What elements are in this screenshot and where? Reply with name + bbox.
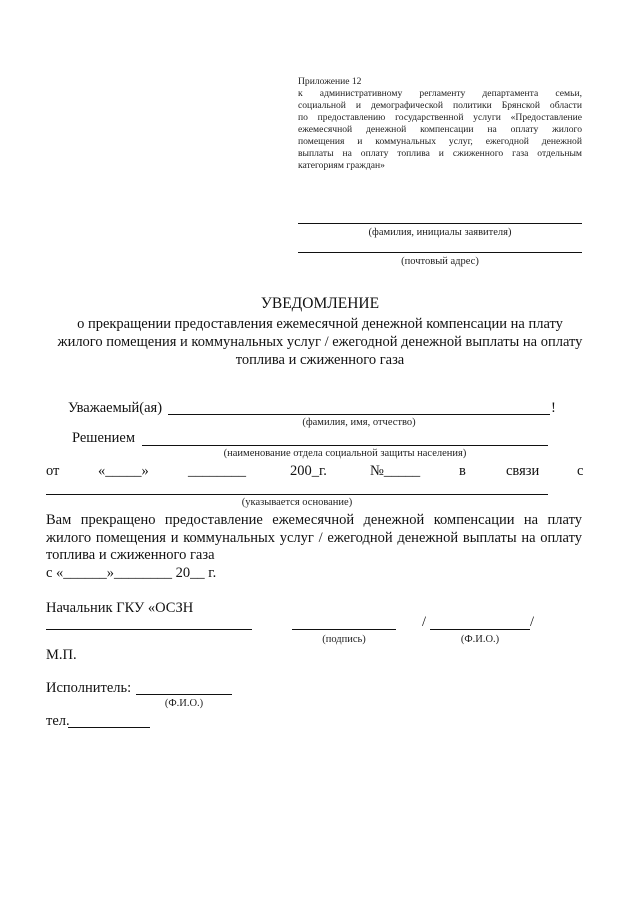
applicant-address-caption: (почтовый адрес) xyxy=(401,256,479,267)
heading-line: жилого помещения и коммунальных услуг / ежегодной денежной выплаты на оплату xyxy=(57,334,583,350)
appendix-line: ежемесячной денежной компенсации на оплату жилого xyxy=(298,124,582,135)
decision-label: Решением xyxy=(72,430,136,446)
appendix-line: по предоставлению государственной услуги «Предоставление xyxy=(298,112,582,123)
slash-right: / xyxy=(530,614,535,630)
signature-caption: (подпись) xyxy=(322,634,366,645)
heading-line: о прекращении предоставления ежемесячной денежной компенсации на плату xyxy=(77,316,563,332)
fio-caption: (Ф.И.О.) xyxy=(460,634,500,645)
applicant-address-line xyxy=(298,252,582,253)
appendix-line: выплаты на оплату топлива и сжиженного газа отдельным xyxy=(298,148,582,159)
executor-line xyxy=(136,694,232,695)
applicant-name-caption: (фамилия, инициалы заявителя) xyxy=(368,227,512,238)
phone-line xyxy=(68,727,150,728)
applicant-name-line xyxy=(298,223,582,224)
greeting-exclamation: ! xyxy=(551,400,556,416)
appendix-line: к административному регламенту департамента семьи, xyxy=(298,88,582,99)
decision-caption: (наименование отдела социальной защиты населения) xyxy=(223,448,467,459)
page-title: УВЕДОМЛЕНИЕ xyxy=(260,295,380,312)
signature-line xyxy=(292,629,396,630)
head-title: Начальник ГКУ «ОСЗН xyxy=(46,600,194,616)
head-position-line xyxy=(46,629,252,630)
notice-line: жилого помещения и коммунальных услуг / ежегодной денежной выплаты на оплату xyxy=(46,530,582,546)
appendix-line: социальной и демографической политики Брянской области xyxy=(298,100,582,111)
appendix-line: помещения и коммунальных услуг, ежегодной денежной xyxy=(298,136,582,147)
appendix-title: Приложение 12 xyxy=(298,76,362,87)
greeting-label: Уважаемый(ая) xyxy=(68,400,163,416)
appendix-block xyxy=(298,76,582,172)
basis-caption: (указывается основание) xyxy=(241,497,353,508)
from-number: №_____ xyxy=(370,463,421,479)
fio-line xyxy=(430,629,530,630)
from-connection: связи xyxy=(506,463,540,479)
heading-line: топлива и сжиженного газа xyxy=(235,352,405,368)
appendix-line: категориям граждан» xyxy=(298,160,385,171)
notice-line: Вам прекращено предоставление ежемесячной денежной компенсации на плату xyxy=(46,512,582,528)
phone-label: тел. xyxy=(46,713,70,729)
from-with: с xyxy=(577,463,584,479)
executor-label: Исполнитель: xyxy=(46,680,132,696)
basis-line xyxy=(46,494,548,495)
from-label: от xyxy=(46,463,60,479)
from-in: в xyxy=(459,463,466,479)
greeting-caption: (фамилия, имя, отчество) xyxy=(302,417,416,428)
slash-left: / xyxy=(422,614,427,630)
from-day: «_____» xyxy=(98,463,149,479)
greeting-name-line xyxy=(168,414,550,415)
decision-line xyxy=(142,445,548,446)
from-month: ________ xyxy=(188,463,246,479)
stamp-label: М.П. xyxy=(46,647,77,663)
executor-caption: (Ф.И.О.) xyxy=(164,698,204,709)
notice-line: топлива и сжиженного газа xyxy=(46,547,215,563)
from-year: 200_г. xyxy=(290,463,327,479)
since-date: с «______»________ 20__ г. xyxy=(46,565,217,581)
